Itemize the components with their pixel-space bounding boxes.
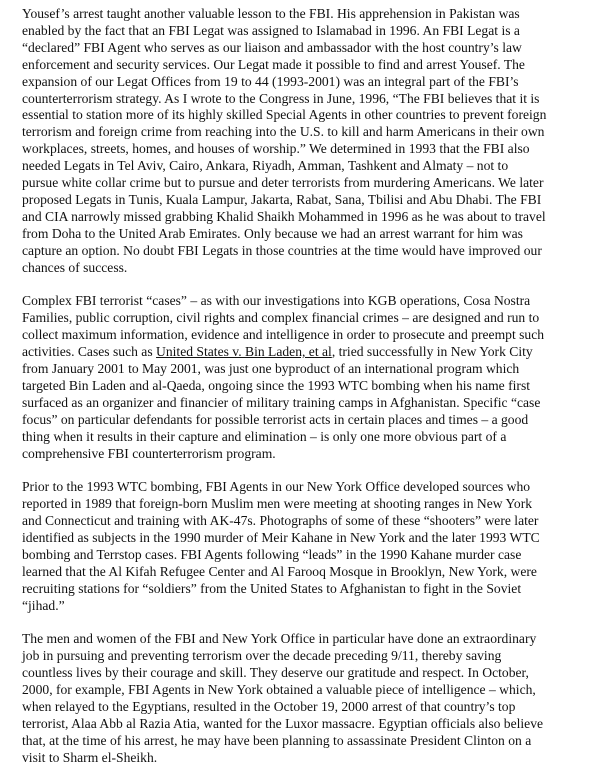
text-line: job in pursuing and preventing terrorism over the decade preceding 9/11, thereby saving bbox=[22, 648, 502, 664]
text-line: from Doha to the United Arab Emirates. Only because we had an arrest warrant for him was bbox=[22, 225, 523, 241]
text-line: that, at the time of his arrest, he may have been planning to assassinate President Clinton on a bbox=[22, 732, 532, 748]
text-line: terrorism and foreign crime from reaching into the U.S. to kill and harm Americans in their own bbox=[22, 124, 545, 140]
paragraph-legats bbox=[22, 6, 597, 277]
text-segment: activities. Cases such as bbox=[22, 344, 157, 360]
text-line: targeted Bin Laden and al-Qaeda, ongoing since the 1993 WTC bombing when his name first bbox=[22, 377, 531, 393]
case-name-underlined: United States v. Bin Laden, et al bbox=[156, 344, 332, 360]
text-line: essential to station more of its highly skilled Special Agents in other countries to prevent foreign bbox=[22, 107, 547, 123]
text-line: 2000, for example, FBI Agents in New York obtained a valuable piece of intelligence – which, bbox=[22, 682, 536, 698]
text-line: pursue white collar crime but to pursue and deter terrorists from murdering Americans. We later bbox=[22, 175, 544, 191]
paragraph-wtc-bombing bbox=[22, 479, 597, 614]
text-line: from January 2001 to May 2001, was just one byproduct of an international program which bbox=[22, 361, 520, 377]
text-line: and Connecticut and training with AK-47s. Photographs of some of these “shooters” were later bbox=[22, 513, 539, 529]
text-line: The men and women of the FBI and New York Office in particular have done an extraordinary bbox=[22, 631, 537, 647]
text-line: workplaces, streets, homes, and houses of worship.” We determined in 1993 that the FBI also bbox=[22, 141, 530, 157]
text-line: learned that the Al Kifah Refugee Center and Al Farooq Mosque in Brooklyn, New York, were bbox=[22, 563, 537, 579]
text-line: comprehensive FBI counterterrorism program. bbox=[22, 445, 276, 461]
text-line: recruiting stations for “soldiers” from the United States to Afghanistan to fight in the Soviet bbox=[22, 580, 522, 596]
text-line: proposed Legats in Tunis, Kuala Lampur, Jakarta, Rabat, Sana, Tbilisi and Abu Dhabi. The FBI bbox=[22, 191, 542, 207]
text-line: identified as subjects in the 1990 murder of Meir Kahane in New York and the later 1993 WTC bbox=[22, 530, 540, 546]
text-line: countless lives by their courage and skill. They deserve our gratitude and respect. In October, bbox=[22, 665, 529, 681]
text-line: focus” on particular defendants for possible terrorist acts in certain places and times – a good bbox=[22, 411, 529, 427]
text-line: and CIA narrowly missed grabbing Khalid Shaikh Mohammed in 1996 as he was about to travel bbox=[22, 208, 546, 224]
text-line: Families, public corruption, civil rights and complex financial crimes – are designed and run to bbox=[22, 310, 540, 326]
text-line: terrorist, Alaa Abb al Razia Atia, wanted for the Luxor massacre. Egyptian officials also believe bbox=[22, 716, 544, 732]
text-line: surfaced as an organizer and financier of military training camps in Afghanistan. Specific “case bbox=[22, 394, 541, 410]
text-line: when relayed to the Egyptians, resulted in the October 19, 2000 arrest of that country’s top bbox=[22, 699, 516, 715]
text-line: counterterrorism strategy. As I wrote to the Congress in June, 1996, “The FBI believes that it is bbox=[22, 90, 540, 106]
text-segment: , tried successfully in New York City bbox=[331, 344, 533, 360]
text-line: Prior to the 1993 WTC bombing, FBI Agents in our New York Office developed sources who bbox=[22, 479, 531, 495]
text-line: “jihad.” bbox=[22, 597, 65, 613]
text-line: Complex FBI terrorist “cases” – as with our investigations into KGB operations, Cosa Nostra bbox=[22, 293, 531, 309]
text-line: thing when it results in their capture and elimination – is only one more obvious part of a bbox=[22, 428, 507, 444]
text-line: enforcement and security services. Our Legat made it possible to find and arrest Yousef. The bbox=[22, 56, 525, 72]
text-line: “declared” FBI Agent who serves as our liaison and ambassador with the host country’s law bbox=[22, 39, 522, 55]
paragraph-new-york-office bbox=[22, 631, 597, 766]
paragraph-terrorist-cases bbox=[22, 293, 597, 462]
text-line: capture an option. No doubt FBI Legats in those countries at the time would have improved our bbox=[22, 242, 542, 258]
text-line: collect maximum information, evidence and intelligence in order to prosecute and preempt such bbox=[22, 327, 545, 343]
text-line: needed Legats in Tel Aviv, Cairo, Ankara, Riyadh, Amman, Tashkent and Almaty – not to bbox=[22, 158, 509, 174]
text-line-with-case-name bbox=[22, 344, 597, 361]
text-line: enabled by the fact that an FBI Legat was assigned to Islamabad in 1996. An FBI Legat is a bbox=[22, 22, 520, 38]
text-line: reported in 1989 that foreign-born Muslim men were meeting at shooting ranges in New York bbox=[22, 496, 533, 512]
text-line: bombing and Terrstop cases. FBI Agents following “leads” in the 1990 Kahane murder case bbox=[22, 546, 522, 562]
text-line: Yousef’s arrest taught another valuable lesson to the FBI. His apprehension in Pakistan was bbox=[22, 6, 520, 21]
text-line: visit to Sharm el-Sheikh. bbox=[22, 749, 158, 765]
text-line: expansion of our Legat Offices from 19 to 44 (1993-2001) was an integral part of the FBI’s bbox=[22, 73, 519, 89]
text-line: chances of success. bbox=[22, 259, 128, 275]
